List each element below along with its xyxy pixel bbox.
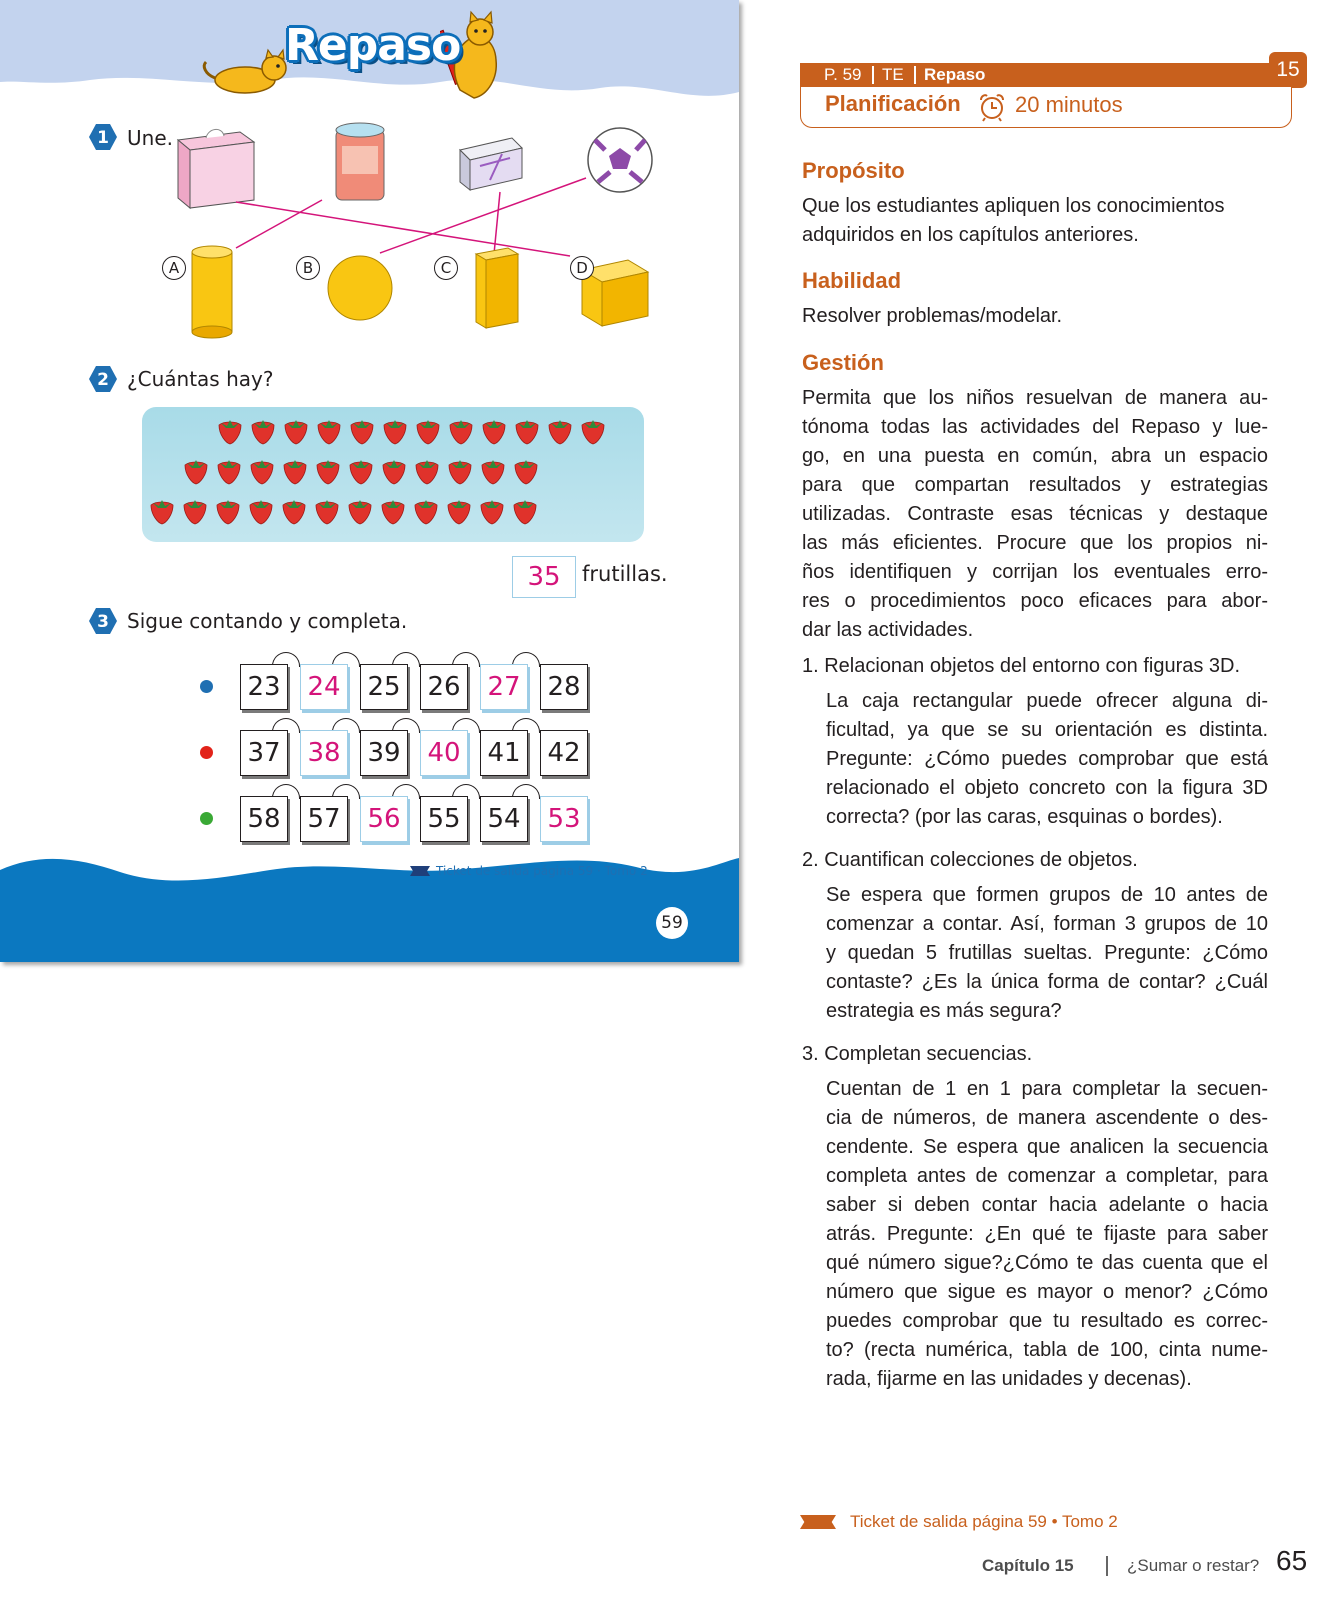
text-line: adquiridos en los capítulos anteriores. [802, 224, 1139, 246]
sequence-row [196, 726, 616, 782]
question-1-text: Une. [127, 126, 173, 150]
strawberry-icon [416, 460, 438, 484]
gestion-text [802, 384, 1268, 645]
text-line: y quedan 5 frutillas sueltas. Pregunte: ¿Cómo [826, 942, 1268, 964]
rectangular-prism-shape [476, 248, 518, 328]
strawberry-icon [384, 420, 406, 444]
alarm-clock-icon [977, 92, 1007, 122]
matching-objects-illustration [150, 120, 670, 350]
student-page-number: 59 [656, 907, 688, 939]
text-line: Pregunte: ¿Cómo puedes comprobar que está [826, 748, 1268, 770]
text-line: go, en una puesta en común, abra un espacio [802, 445, 1268, 467]
ticket-reference-small [410, 864, 648, 878]
text-line: tónoma todas las actividades del Repaso y lue- [802, 416, 1268, 438]
text-line: ficultad, ya que se su orientación es distinta. [826, 719, 1268, 741]
text-line: para que compartan resultados y estrategias [802, 474, 1268, 496]
habilidad-heading: Habilidad [802, 268, 902, 293]
strawberry-icon [185, 460, 207, 484]
sequence-row [196, 660, 616, 716]
answer-box: 35 [512, 556, 576, 598]
footer-chapter: Capítulo 15 [982, 1556, 1074, 1575]
option-b-label: B [296, 256, 320, 280]
strawberry-icon [448, 500, 470, 524]
cylinder-shape [192, 246, 232, 338]
text-line: cendente. Se espera que analicen la secuencia [826, 1136, 1268, 1158]
question-2-number: 2 [97, 370, 109, 390]
number-card: 56 [360, 796, 408, 842]
text-line: relacionado el objeto concreto con la figura 3D [826, 777, 1268, 799]
text-line: to? (recta numérica, tabla de 100, cinta nume- [826, 1339, 1268, 1361]
activity-title: 2. Cuantifican colecciones de objetos. [802, 849, 1138, 871]
strawberry-icon [582, 420, 604, 444]
option-c-label: C [434, 256, 458, 280]
page-title: Repaso [285, 20, 461, 71]
text-line: Se espera que formen grupos de 10 antes de [826, 884, 1268, 906]
jar-object [336, 123, 384, 200]
strawberry-icon [283, 500, 305, 524]
activity-item-1 [802, 652, 1268, 832]
ticket-icon [410, 866, 430, 876]
number-card: 28 [540, 664, 588, 710]
footer-topic: ¿Sumar o restar? [1127, 1556, 1260, 1575]
activity-title: 1. Relacionan objetos del entorno con figuras 3D. [802, 655, 1241, 677]
text-line: comenzar a contar. Así, forman 3 grupos de 10 [826, 913, 1268, 935]
sequence-row-dot [200, 746, 213, 759]
text-line: dar las actividades. [802, 619, 974, 641]
strawberry-icon [251, 460, 273, 484]
question-3-badge [88, 606, 118, 636]
strawberry-icon [250, 500, 272, 524]
strawberry-icon [482, 460, 504, 484]
strawberry-icon [217, 500, 239, 524]
number-card: 41 [480, 730, 528, 776]
strawberry-icon [316, 500, 338, 524]
strawberry-icon [449, 460, 471, 484]
number-card: 38 [300, 730, 348, 776]
question-3-text: Sigue contando y completa. [127, 609, 408, 633]
number-card: 40 [420, 730, 468, 776]
strawberry-icon [318, 420, 340, 444]
ticket-icon [800, 1515, 836, 1529]
sequence-row-dot [200, 812, 213, 825]
strawberry-icon [284, 460, 306, 484]
question-2-badge [88, 364, 118, 394]
text-line: res o procedimientos poco eficaces para abor- [802, 590, 1268, 612]
proposito-text [802, 192, 1268, 250]
number-card: 23 [240, 664, 288, 710]
strawberry-icon [252, 420, 274, 444]
text-line: saber si deben contar hacia adelante o hacia [826, 1194, 1268, 1216]
strawberry-icon [151, 500, 173, 524]
strawberry-icon [417, 420, 439, 444]
strawberry-icon [350, 460, 372, 484]
text-line: Que los estudiantes apliquen los conocimientos [802, 195, 1225, 217]
text-line: las más eficientes. Procure que los propios ni- [802, 532, 1268, 554]
number-card: 54 [480, 796, 528, 842]
text-line: Permita que los niños resuelvan de manera au- [802, 387, 1268, 409]
option-a-label: A [162, 256, 186, 280]
footer-page-number: 65 [1276, 1545, 1308, 1576]
planning-box [800, 87, 1292, 128]
activity-item-3 [802, 1040, 1268, 1394]
strawberry-icon [481, 500, 503, 524]
strawberry-icon [549, 420, 571, 444]
student-page [0, 0, 739, 962]
header-section: Repaso [924, 65, 986, 84]
text-line: qué número sigue?¿Cómo te das cuenta que el [826, 1252, 1268, 1274]
footer-ticket [850, 1512, 1118, 1532]
text-line: Cuentan de 1 en 1 para completar la secuen- [826, 1078, 1268, 1100]
text-line: contaste? ¿Es la única forma de contar? ¿Cuál [826, 971, 1268, 993]
strawberry-icon [218, 460, 240, 484]
number-card: 58 [240, 796, 288, 842]
number-card: 55 [420, 796, 468, 842]
sphere-shape [328, 256, 392, 320]
strawberry-icon [219, 420, 241, 444]
cat-mascot-left [200, 48, 290, 98]
strawberry-icon [382, 500, 404, 524]
carton-box-object [460, 138, 522, 190]
text-line: Resolver problemas/modelar. [802, 305, 1063, 327]
text-line: atrás. Pregunte: ¿En qué te fijaste para saber [826, 1223, 1268, 1245]
strawberries-illustration [142, 407, 644, 542]
header-te: TE [882, 65, 904, 84]
number-card: 53 [540, 796, 588, 842]
text-line: ños identifiquen y corrijan los eventuales erro- [802, 561, 1268, 583]
ticket-text: Ticket de salida página 59 · Tomo 2 [436, 864, 648, 878]
text-line: número que sigue es mayor o menor? ¿Cómo [826, 1281, 1268, 1303]
strawberry-icon [383, 460, 405, 484]
tissue-box-object [178, 129, 254, 208]
text-line: completa antes de comenzar a completar, para [826, 1165, 1268, 1187]
guide-header-bar [800, 63, 1275, 87]
header-separator [872, 66, 874, 84]
strawberry-icon [285, 420, 307, 444]
habilidad-text [802, 302, 1268, 331]
text-line: puedes comprobar que tu resultado es correc- [826, 1310, 1268, 1332]
activity-item-2 [802, 846, 1268, 1026]
number-card: 24 [300, 664, 348, 710]
strawberry-icon [415, 500, 437, 524]
answer-label: frutillas. [582, 562, 668, 586]
text-line: La caja rectangular puede ofrecer alguna di- [826, 690, 1268, 712]
proposito-heading: Propósito [802, 158, 905, 183]
option-d-label: D [570, 256, 594, 280]
text-line: cia de números, de manera ascendente o des- [826, 1107, 1268, 1129]
matching-lines [236, 178, 586, 256]
number-card: 25 [360, 664, 408, 710]
text-line: rada, fijarme en las unidades y decenas). [826, 1368, 1192, 1390]
sequence-row [196, 792, 616, 848]
strawberry-icon [450, 420, 472, 444]
strawberry-icon [351, 420, 373, 444]
chapter-tab: 15 [1269, 52, 1307, 88]
number-card: 26 [420, 664, 468, 710]
strawberries-panel [142, 407, 644, 542]
strawberry-icon [184, 500, 206, 524]
planning-title: Planificación [825, 91, 961, 116]
header-separator [914, 66, 916, 84]
planning-time: 20 minutos [1015, 92, 1123, 117]
footer-separator [1106, 1556, 1108, 1576]
number-card: 57 [300, 796, 348, 842]
question-2-text: ¿Cuántas hay? [127, 367, 274, 391]
strawberry-icon [515, 460, 537, 484]
footer-ticket-text: Ticket de salida página 59 • Tomo 2 [850, 1512, 1118, 1531]
gestion-heading: Gestión [802, 350, 884, 375]
number-card: 37 [240, 730, 288, 776]
question-1-badge [88, 122, 118, 152]
header-page-ref: P. 59 [824, 65, 862, 84]
text-line: utilizadas. Contraste esas técnicas y destaque [802, 503, 1268, 525]
text-line: correcta? (por las caras, esquinas o bordes). [826, 806, 1223, 828]
activity-title: 3. Completan secuencias. [802, 1043, 1033, 1065]
strawberry-icon [516, 420, 538, 444]
soccer-ball-object [588, 128, 652, 192]
question-3-number: 3 [97, 612, 109, 632]
number-card: 39 [360, 730, 408, 776]
number-card: 27 [480, 664, 528, 710]
strawberry-icon [514, 500, 536, 524]
text-line: estrategia es más segura? [826, 1000, 1062, 1022]
strawberry-icon [483, 420, 505, 444]
number-card: 42 [540, 730, 588, 776]
question-1-number: 1 [97, 128, 109, 148]
strawberry-icon [317, 460, 339, 484]
strawberry-icon [349, 500, 371, 524]
sequence-row-dot [200, 680, 213, 693]
